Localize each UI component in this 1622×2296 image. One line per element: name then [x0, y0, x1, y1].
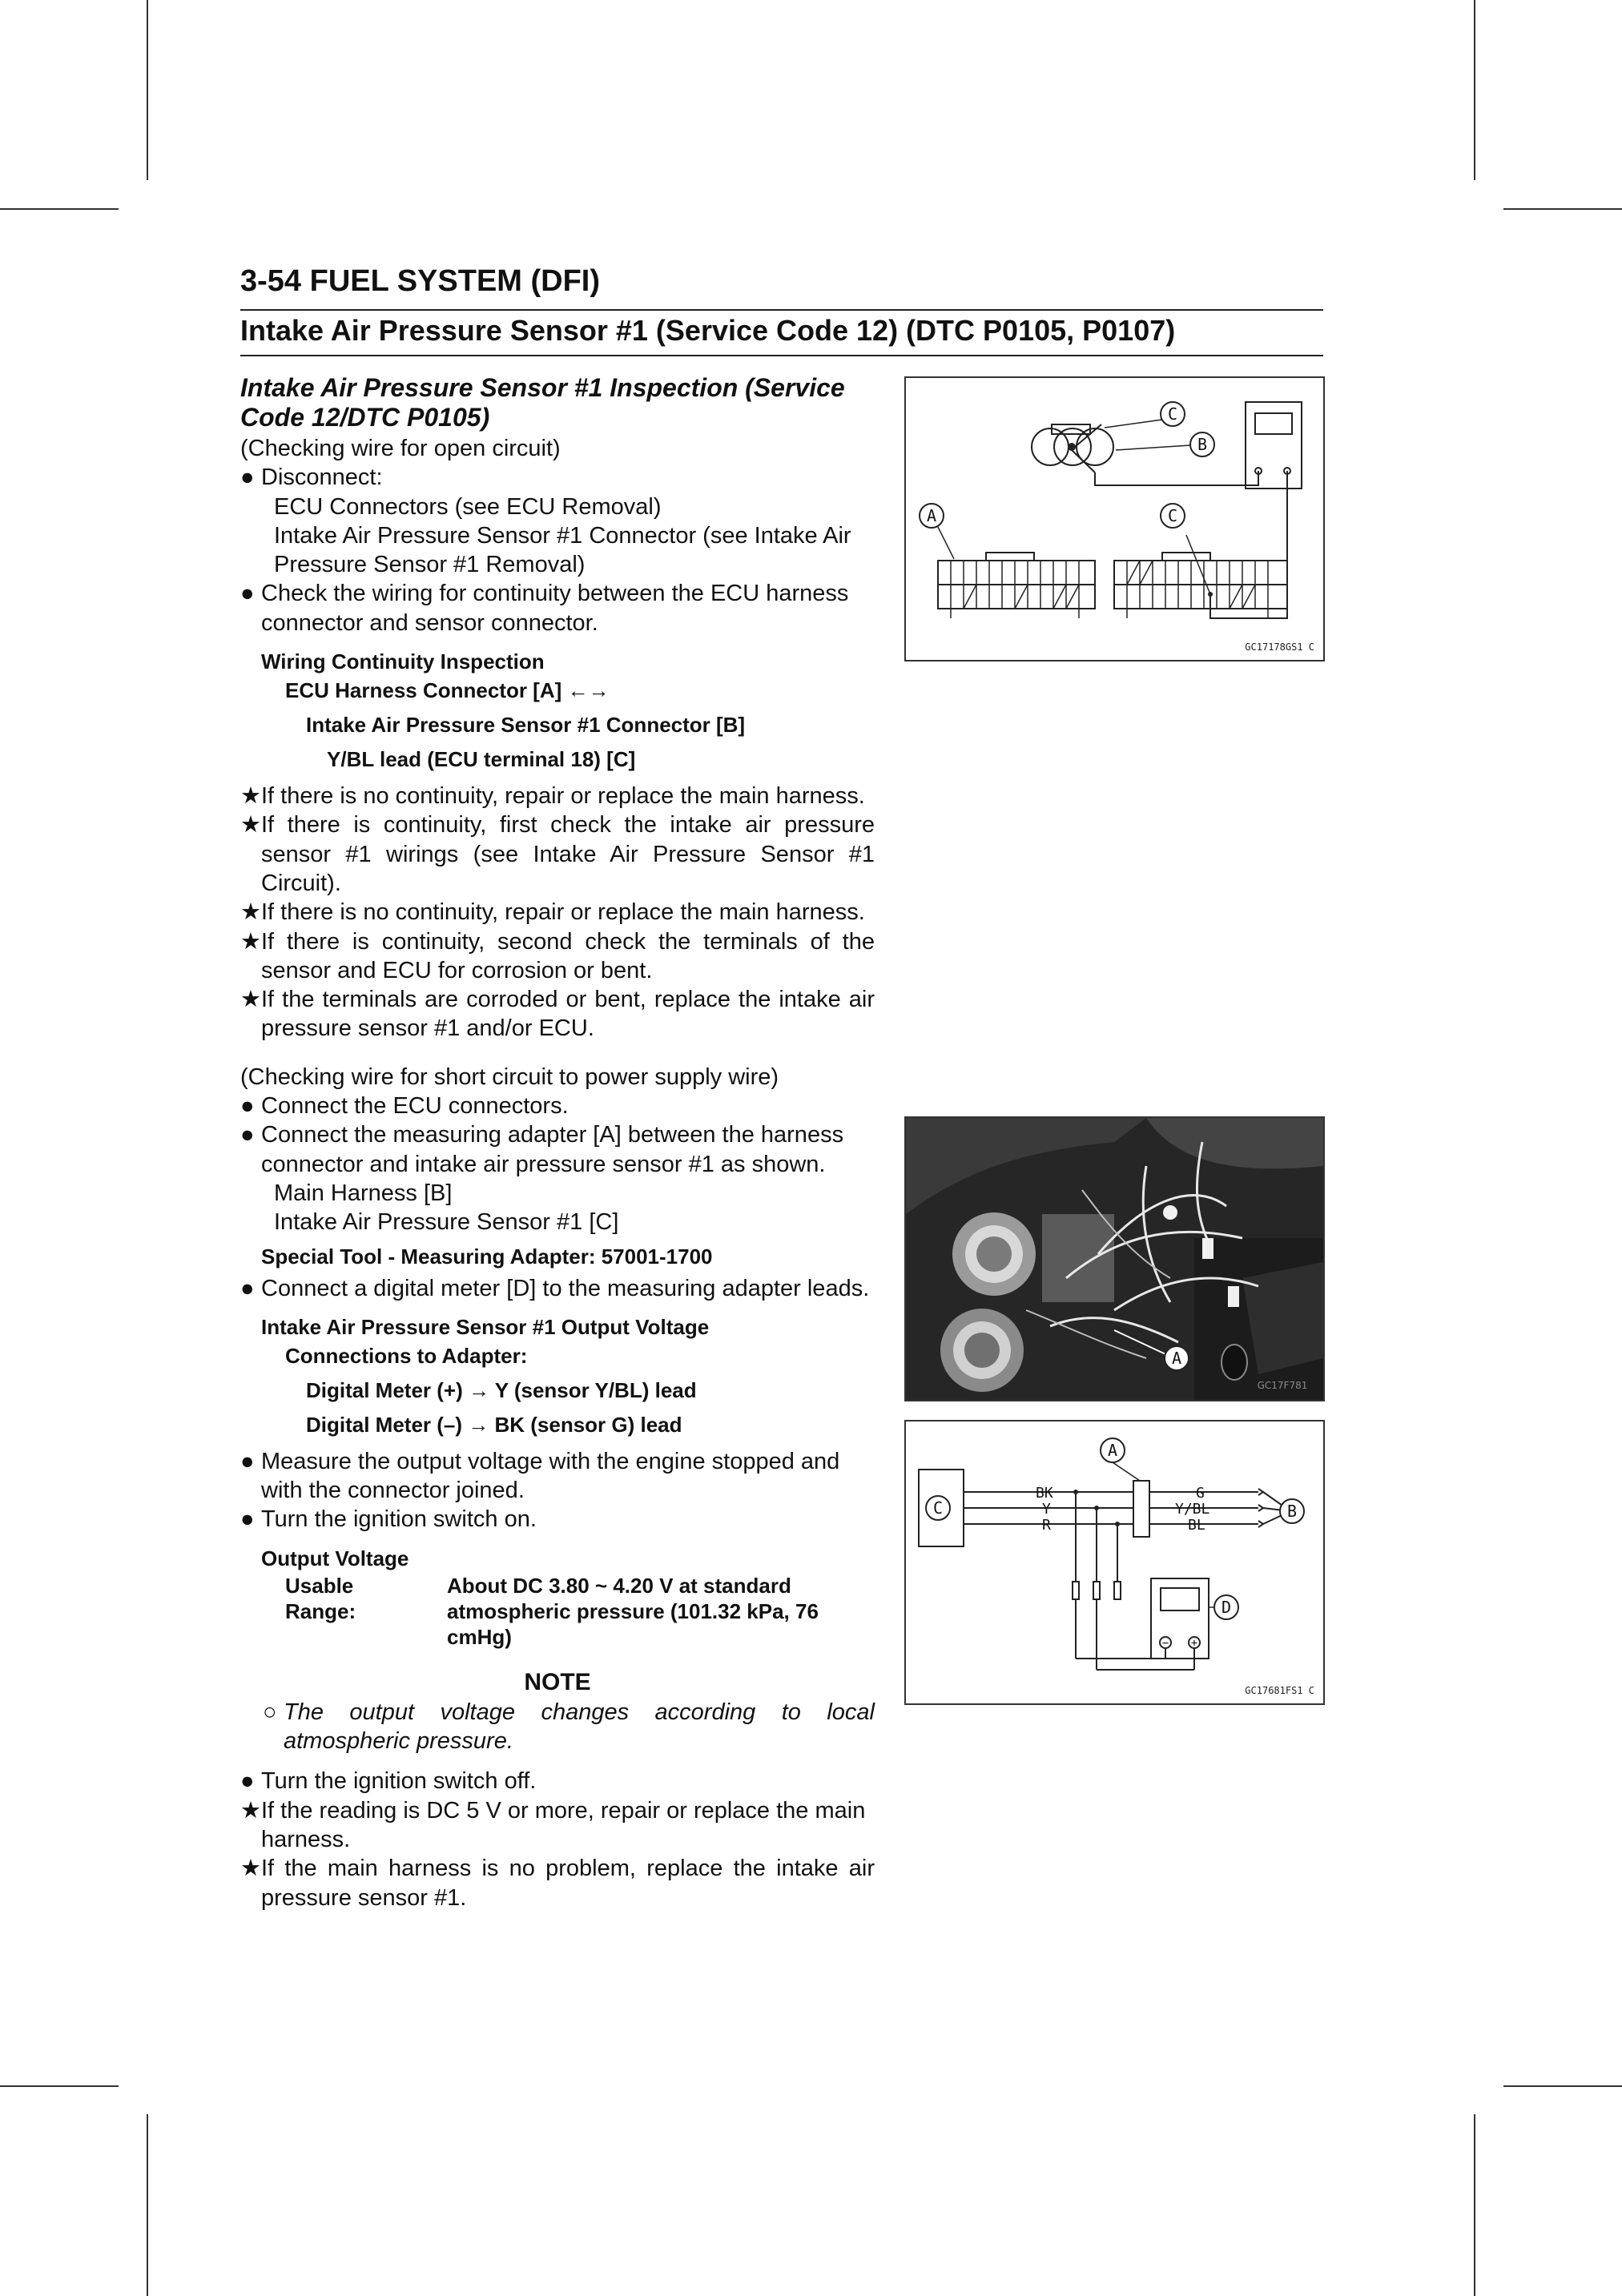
header-rule: [240, 309, 1323, 311]
crop-mark: [0, 208, 119, 210]
callout-a-label: A: [1107, 1441, 1118, 1460]
sensor-connector-drawing: [1032, 424, 1113, 472]
note-text: The output voltage changes according to local atmospheric pressure.: [284, 1699, 875, 1755]
page-header: 3-54 FUEL SYSTEM (DFI): [240, 264, 601, 298]
ov-label: Range:: [285, 1598, 356, 1623]
ecu-connector-drawing: [938, 553, 1287, 609]
callout-d-label: D: [1221, 1598, 1232, 1617]
star-text: If there is continuity, second check the terminals of the sensor and ECU for corrosion or bent.: [261, 928, 875, 983]
bullet-item: [240, 1447, 875, 1506]
star-icon: ★: [240, 1856, 261, 1882]
wire-bl-label: BL: [1188, 1517, 1205, 1534]
spec-line: ECU Harness Connector [A] ←→: [285, 678, 610, 703]
subheading: Intake Air Pressure Sensor #1 Inspection (Service Code 12/DTC P0105): [240, 373, 845, 432]
left-column: [240, 373, 875, 1912]
spec-title: Output Voltage: [261, 1546, 409, 1570]
output-voltage-row: [240, 1573, 875, 1661]
open-circuit-intro: (Checking wire for open circuit): [240, 436, 561, 461]
note-item: [240, 1698, 875, 1756]
bullet-item: [240, 1120, 875, 1179]
spec-line: Digital Meter (+) → Y (sensor Y/BL) lead: [306, 1377, 697, 1402]
callout-b-label: B: [1197, 435, 1208, 454]
star-icon: ★: [240, 987, 261, 1013]
star-icon: ★: [240, 928, 261, 955]
callout-c-label: C: [1167, 404, 1178, 424]
bullet-text: Measure the output voltage with the engine stopped and with the connector joined.: [261, 1448, 840, 1504]
wire-bk-label: BK: [1036, 1485, 1053, 1502]
bullet-text: Connect a digital meter [D] to the measuring adapter leads.: [261, 1275, 870, 1301]
callout-c-label: C: [932, 1498, 944, 1518]
bullet-dot-icon: ●: [240, 581, 255, 607]
star-text: If the reading is DC 5 V or more, repair or replace the main harness.: [261, 1797, 866, 1852]
star-icon: ★: [240, 899, 261, 926]
photo-code: GC17F781: [1257, 1380, 1308, 1391]
star-item: [240, 927, 875, 986]
star-text: If there is no continuity, repair or replace the main harness.: [261, 783, 865, 810]
bullet-item: [240, 579, 875, 637]
star-icon: ★: [240, 1797, 261, 1824]
star-text: If there is continuity, first check the intake air pressure sensor #1 wirings (see Intake Air Pressure Sensor #1 Circuit).: [261, 812, 875, 896]
bullet-text: Turn the ignition switch on.: [261, 1506, 537, 1533]
bullet-text: Connect the measuring adapter [A] between the harness connector and intake air pressure sensor #1 as shown.: [261, 1122, 844, 1177]
bullet-text: Connect the ECU connectors.: [261, 1093, 569, 1120]
bullet-text: Turn the ignition switch off.: [261, 1768, 537, 1795]
spec-title: Intake Air Pressure Sensor #1 Output Voltage: [261, 1314, 710, 1339]
indented-line: Intake Air Pressure Sensor #1 Connector (see Intake Air Pressure Sensor #1 Removal): [274, 522, 851, 578]
crop-mark: [1503, 2085, 1622, 2087]
bullet-dot-icon: ●: [240, 1506, 255, 1533]
star-icon: ★: [240, 812, 261, 838]
installation-photo: [904, 1116, 1325, 1401]
callout-c-label: C: [1167, 506, 1178, 525]
star-text: If there is no continuity, repair or replace the main harness.: [261, 899, 865, 926]
photo-callout-a: A: [1171, 1349, 1182, 1368]
indented-line: Intake Air Pressure Sensor #1 [C]: [274, 1209, 619, 1236]
wire-r-label: R: [1042, 1517, 1051, 1534]
bullet-text: Check the wiring for continuity between the ECU harness connector and sensor connector.: [261, 581, 849, 636]
indented-line: Main Harness [B]: [274, 1180, 453, 1206]
svg-text:−: −: [1161, 1637, 1169, 1650]
callout-b-label: B: [1286, 1502, 1298, 1521]
spec-line: Intake Air Pressure Sensor #1 Connector [B]: [306, 713, 746, 738]
bullet-dot-icon: ●: [240, 1275, 255, 1301]
star-item: [240, 898, 875, 927]
bullet-dot-icon: ●: [240, 1122, 255, 1148]
bullet-text: Disconnect:: [261, 464, 383, 491]
svg-text:+: +: [1190, 1637, 1198, 1650]
spec-title: Wiring Continuity Inspection: [261, 649, 545, 674]
hollow-circle-icon: ○: [263, 1699, 277, 1725]
bullet-item: [240, 1505, 875, 1534]
note-title: NOTE: [524, 1668, 591, 1695]
spec-line: Connections to Adapter:: [285, 1343, 528, 1368]
crop-mark: [147, 2114, 148, 2296]
special-tool: Special Tool - Measuring Adapter: 57001-1700: [261, 1244, 713, 1269]
crop-mark: [147, 0, 148, 180]
star-icon: ★: [240, 783, 261, 810]
section-title: Intake Air Pressure Sensor #1 (Service Code 12) (DTC P0105, P0107): [240, 314, 1176, 347]
ov-label: Usable: [285, 1573, 354, 1598]
bullet-item: [240, 1092, 875, 1120]
star-item: [240, 1796, 875, 1855]
bullet-item: [240, 1767, 875, 1795]
indented-line: ECU Connectors (see ECU Removal): [274, 493, 662, 520]
crop-mark: [1474, 0, 1475, 180]
bullet-dot-icon: ●: [240, 1448, 255, 1474]
wire-y-label: Y: [1042, 1501, 1051, 1518]
figure-code: GC17681FS1 C: [1245, 1685, 1314, 1696]
bullet-dot-icon: ●: [240, 464, 255, 491]
crop-mark: [1474, 2114, 1475, 2296]
wire-ybl-label: Y/BL: [1175, 1501, 1210, 1518]
short-circuit-intro: (Checking wire for short circuit to power supply wire): [240, 1064, 779, 1090]
bullet-item: [240, 463, 875, 492]
continuity-diagram: [904, 376, 1325, 661]
adapter-wiring-diagram: [904, 1420, 1325, 1705]
star-text: If the main harness is no problem, replace the intake air pressure sensor #1.: [261, 1856, 875, 1911]
figure-code: GC17178GS1 C: [1245, 641, 1314, 653]
crop-mark: [1503, 208, 1622, 210]
star-item: [240, 810, 875, 898]
bullet-item: [240, 1274, 875, 1303]
section-rule: [240, 355, 1323, 356]
crop-mark: [0, 2085, 119, 2087]
star-item: [240, 782, 875, 810]
star-item: [240, 1854, 875, 1912]
spec-line: Y/BL lead (ECU terminal 18) [C]: [327, 747, 636, 772]
spec-line: Digital Meter (–) → BK (sensor G) lead: [306, 1412, 682, 1437]
ecu-pin-grid: [951, 561, 1268, 618]
wire-g-label: G: [1196, 1485, 1205, 1502]
ov-value: About DC 3.80 ~ 4.20 V at standard atmospheric pressure (101.32 kPa, 76 cmHg): [447, 1573, 819, 1649]
star-text: If the terminals are corroded or bent, replace the intake air pressure sensor #1 and/or ECU.: [261, 987, 875, 1042]
bullet-dot-icon: ●: [240, 1093, 255, 1120]
callout-a-label: A: [926, 506, 937, 525]
star-item: [240, 985, 875, 1043]
bullet-dot-icon: ●: [240, 1768, 255, 1795]
